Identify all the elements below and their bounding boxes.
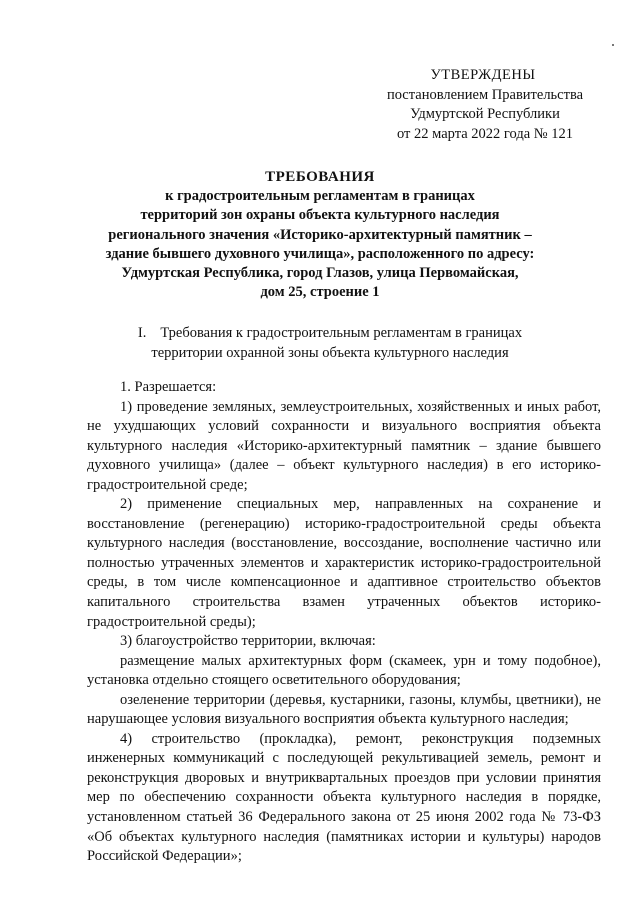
document-body	[87, 378, 601, 867]
paragraph-item-1: 1) проведение земляных, землеустроительных, хозяйственных и иных работ, не ухудшающих условий сохранности и визуального восприятия объекта культурного наследия «Историко-архитектурный памятник – здание бывшего духовного училища» (далее – объект культурного наследия) в его историко-градостроительной среде;	[87, 398, 601, 493]
paragraph-permits: 1. Разрешается:	[120, 379, 217, 395]
scan-speck	[612, 44, 614, 46]
document-title-line: Удмуртская Республика, город Глазов, улица Первомайская,	[121, 265, 519, 282]
approval-title: УТВЕРЖДЕНЫ	[430, 67, 536, 83]
approval-line-2: Удмуртской Республики	[410, 106, 560, 122]
paragraph-item-3-sub-2: озеленение территории (деревья, кустарники, газоны, клумбы, цветники), не нарушающее условия визуального восприятия объекта культурного наследия;	[87, 691, 601, 728]
section-heading-line-1: Требования к градостроительным регламентам в границах	[160, 325, 523, 341]
section-number: I.	[137, 325, 147, 341]
document-title-line: территорий зон охраны объекта культурного наследия	[140, 207, 500, 224]
approval-stamp-block	[385, 66, 585, 144]
paragraph-item-2: 2) применение специальных мер, направленных на сохранение и восстановление (регенерацию) историко-градостроительной среды объекта культурного наследия (восстановление, воссоздание, восполнение частично или полностью утраченных элементов и характеристик историко-градостроительной среды, в том числе компенсационное и адаптивное строительство объектов капитального строительства взамен утраченных объектов историко-градостроительной среды);	[87, 496, 601, 630]
section-heading	[110, 324, 550, 363]
paragraph-item-4: 4) строительство (прокладка), ремонт, реконструкция подземных инженерных коммуникаций с последующей рекультивацией земель, ремонт и реконструкция дворовых и внутриквартальных проездов при условии принятия мер по обеспечению сохранности объекта культурного наследия в порядке, установленном статьей 36 Федерального закона от 25 июня 2002 года № 73-ФЗ «Об объектах культурного наследия (памятниках истории и культуры) народов Российской Федерации»;	[87, 730, 601, 865]
document-title-line: регионального значения «Историко-архитектурный памятник –	[108, 226, 532, 243]
document-title-line: к градостроительным регламентам в границах	[165, 188, 475, 205]
approval-line-3: от 22 марта 2022 года № 121	[397, 125, 573, 142]
approval-line-1: постановлением Правительства	[386, 86, 584, 103]
document-main-title: ТРЕБОВАНИЯ	[265, 169, 375, 185]
paragraph-item-3-sub-1: размещение малых архитектурных форм (скамеек, урн и тому подобное), установка отдельно стоящего осветительного оборудования;	[87, 652, 601, 689]
document-title-line: здание бывшего духовного училища», расположенного по адресу:	[105, 245, 535, 262]
paragraph-item-3: 3) благоустройство территории, включая:	[120, 633, 376, 650]
section-heading-line-2: территории охранной зоны объекта культурного наследия	[151, 344, 509, 361]
document-title	[80, 168, 560, 302]
document-title-line: дом 25, строение 1	[260, 284, 380, 301]
